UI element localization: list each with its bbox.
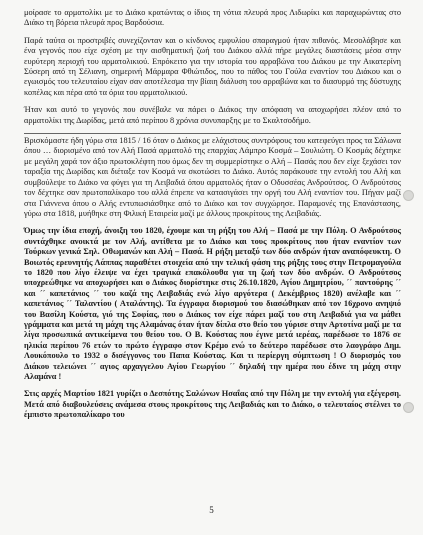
- punch-hole-mark: [403, 402, 414, 413]
- paragraph-1: μοίρασε το αρματολίκι με το Διάκο κρατώντας ο ίδιος τη νότια πλευρά προς Λιδωρίκι και παραχωρώντας στο Διάκο τη βόρεια πλευρά προς Βαρδούσια.: [24, 8, 401, 28]
- paragraph-3: Ήταν και αυτό το γεγονός που συνέβαλε να πάρει ο Διάκος την απόφαση να αποχωρήσει πλέον από το αρματολίκι της Δωρίδας, μετά από περίπου 8 χρόνια συνυπαρξης με το Σκαλτσοδήμο.: [24, 105, 401, 125]
- paragraph-4: Βρισκόμαστε ήδη γύρω στα 1815 / 16 όταν ο Διάκος με ελάχιστους συντρόφους του κατεφεύγει προς τα Σάλωνα όπου … διορισμένο από τον Αλή Πασά αρματολό της επαρχίας Λάμπρο Κοσμά – Σουλιώτη. Ο Κοσμάς δέχτηκε με μεγάλη χαρά τον άξιο πρωτοκλέφτη που όμως δεν τη συμμερίστηκε ο Αλή – Πασάς που δεν είχε ξεχάσει τον ταραξία της Δωρίδας και διέταξε τον Κοσμά να σκοτώσει το Διάκο. Αυτός παράκουσε την εντολή του Αλή και συμβούλεψε το Διάκο να φύγει για τη Λειβαδιά όπου αρματολός ήταν ο Οδυσσέας Ανδρούτσος. Ο Ανδρούτσος τον δέχτηκε σαν πρωτοπαλίκαρο του αλλά έπρεπε να κατασιγάσει την οργή του Αλή εναντίον του. Πήγαν μαζί στα Γιάννενα όπου ο Αλής εντυπωσιάσθηκε από το Διάκο και τον συγχώρησε. Παραμονές της Επανάστασης, γύρω στα 1818, μυήθηκε στη Φιλική Εταιρεία μαζί με άλλους προκρίτους της Λειβαδιάς.: [24, 133, 401, 219]
- paragraph-5: Όμως την ίδια εποχή, άνοιξη του 1820, έχουμε και τη ρήξη του Αλή – Πασά με την Πόλη. Ο Ανδρούτσος συντάχθηκε ανοικτά με τον Αλή, αντίθετα με το Διάκο και τους προκρίτους που ήταν εναντίον των Τούρκων γενικά Σηλ. Οθωμανών και Αλή – Πασά. Η ρήξη μεταξύ των δύο ανδρών ήταν αναπόφευκτη. Ο Βοιωτός ερευνητής Λάππας παραθέτει στοιχεία από την τελική φάση της ρήξης τους στην Πετρομαγούλα το 1820 που λίγο έλειψε να έχει τραγικά επακόλουθα για τη ζωή των δύο ανδρών. Ο Ανδρούτσος υποχρεώθηκε να αποχωρήσει και ο Διάκος διορίστηκε στις 26.10.1820, Αγίου Δημητρίου, ´´ παντούρης ´´ και ´´ καπετάνιος ´´ του καζά της Λειβαδιάς ενώ λίγο αργότερα ( Δεκέμβριος 1820) ανέλαβε και ´´ καπετάνιος ´´ Ταλαντίου ( Αταλάντης). Τα έγγραφα διορισμού του διασώθηκαν από τον 16χρονο ανηψιό του Βασίλη Κούστα, γιό της Σοφίας, που ο Διάκος τον είχε πάρει μαζί του στη Λειβαδιά για να μάθει γράμματα και μετά τη μάχη της Αλαμάνας όταν ήταν δίπλα στο θείο του γύρισε στην Αρτοτίνα μαζί με τα λίγα προσωπικά αντικείμενα του θείου του. Ο Β. Κούστας που έγινε μετά ιερέας, παρέδωσε το 1876 σε ηλικία περίπου 76 ετών το πρώτο έγγραφο στον Κρέμο ενώ το δεύτερο παρέδωσε στο λαογράφο Δημ. Λουκόπουλο το 1932 ο δισέγγονος του Παπα Κούστας. Και τι περίεργη σύμπτωση ! Ο διορισμός του Διάκου τελειώνει ´´ αγιος αρχαγγελου Αγίου Γεωργίου ´´ δηλαδή την ημέρα που έδινε τη μάχη στην Αλαμάνα !: [24, 226, 401, 381]
- punch-hole-mark: [403, 190, 414, 201]
- paragraph-6: Στις αρχές Μαρτίου 1821 γυρίζει ο Δεσπότης Σαλώνων Ησαΐας από την Πόλη με την εντολή για εξέγερση. Μετά από διαβουλεύσεις ανάμεσα στους προκρίτους της Λειβαδιάς και το Διάκο, ο τελευταίος στέλνει το έμπιστο πρωτοπαλίκαρο του: [24, 389, 401, 420]
- page-number: 5: [209, 505, 214, 515]
- paragraph-2: Παρά ταύτα οι προστριβές συνεχίζονταν και ο κίνδυνος εμφυλίου σπαραγμού ήταν πιθανός. Μεσολάβησε και ένα γεγονός που είχε σχέση με την αισθηματική ζωή του Διάκου αλλά πήρε μεγάλες διαστάσεις μέσα στην ευρύτερη περιοχή του αρματολικιού. Επρόκειτο για την ιστορία του αρραβώνα του Διάκου με την Αικατερίνη Σύσερη από τη Σέλιανη, σημερινή Μάρμαρα Φθιώτιδος, που το πάθος του Γούλα εναντίον του Διάκου και ο εγωισμός του τελευταίου είχαν σαν αποτέλεσμα την βίαιη διάλυση του αρραβώνα και το διασυρμό της δύστυχης κοπέλας και πέρα από τα όρια του αρματολικιού.: [24, 35, 401, 97]
